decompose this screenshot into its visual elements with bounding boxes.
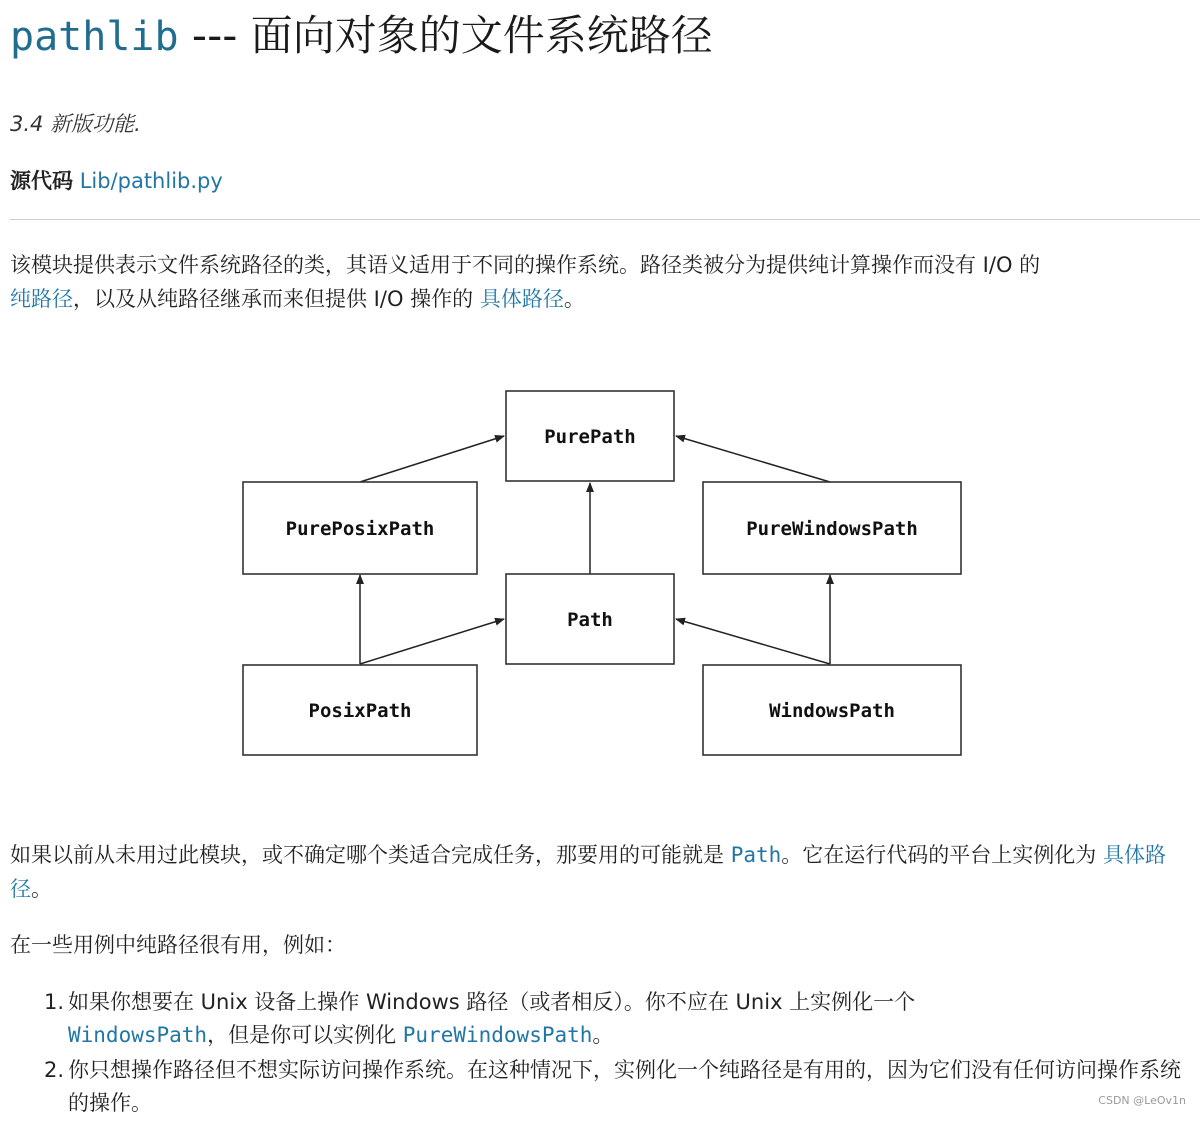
node-path-label: Path — [567, 609, 613, 631]
pure-paths-link[interactable]: 纯路径 — [10, 287, 73, 311]
usage-text-3: 。 — [31, 877, 52, 901]
divider — [10, 219, 1200, 220]
page-title — [10, 6, 713, 67]
intro-text-2: ，以及从纯路径继承而来但提供 I/O 操作的 — [73, 287, 474, 311]
windowspath-link[interactable]: WindowsPath — [68, 1023, 208, 1047]
list-item — [0, 1054, 1193, 1120]
title-separator: --- — [178, 11, 251, 60]
module-name: pathlib — [10, 14, 179, 60]
edge-pureposixpath-purepath — [360, 436, 504, 482]
purewindowspath-link[interactable]: PureWindowsPath — [402, 1023, 593, 1047]
use-case-list — [0, 986, 1200, 1122]
concrete-paths-link[interactable]: 具体路径 — [479, 287, 564, 311]
node-path — [506, 574, 674, 664]
node-purewindowspath-label: PureWindowsPath — [746, 518, 918, 540]
list-item-text: 如果你想要在 Unix 设备上操作 Windows 路径（或者相反）。你不应在 Unix 上实例化一个 — [68, 990, 916, 1014]
usage-text-2: 。它在运行代码的平台上实例化为 — [781, 843, 1097, 867]
edge-posixpath-path — [360, 619, 504, 664]
edge-windowspath-path — [676, 619, 830, 664]
title-text: 面向对象的文件系统路径 — [250, 11, 713, 60]
list-item-number: 2. — [44, 1058, 65, 1082]
node-windowspath — [703, 665, 961, 755]
version-note: 3.4 新版功能. — [10, 112, 141, 136]
class-inheritance-diagram — [0, 380, 1200, 780]
list-item-number: 1. — [44, 990, 65, 1014]
concrete-paths-link-2[interactable]: 具体路径 — [10, 843, 1166, 901]
source-label: 源代码 — [10, 169, 73, 193]
edge-purewindowspath-purepath — [676, 436, 830, 482]
node-pureposixpath — [243, 482, 477, 574]
node-pureposixpath-label: PurePosixPath — [285, 518, 435, 540]
list-item — [0, 986, 1193, 1052]
watermark: CSDN @LeOv1n — [1098, 1094, 1186, 1107]
usage-paragraph — [10, 838, 1195, 906]
source-line — [10, 165, 223, 195]
pure-paths-use-cases-intro: 在一些用例中纯路径很有用，例如： — [10, 933, 346, 957]
path-class-link[interactable]: Path — [730, 843, 782, 867]
node-purewindowspath — [703, 482, 961, 574]
intro-paragraph — [10, 248, 1195, 316]
usage-text-1: 如果以前从未用过此模块，或不确定哪个类适合完成任务，那要用的可能就是 — [10, 843, 724, 867]
list-item-text: 你只想操作路径但不想实际访问操作系统。在这种情况下，实例化一个纯路径是有用的，因为它们没有任何访问操作系统的操作。 — [68, 1058, 1181, 1115]
list-item-text: ，但是你可以实例化 — [207, 1023, 397, 1047]
node-posixpath — [243, 665, 477, 755]
intro-text-3: 。 — [563, 287, 585, 311]
source-link[interactable]: Lib/pathlib.py — [79, 169, 223, 193]
intro-text-1: 该模块提供表示文件系统路径的类，其语义适用于不同的操作系统。路径类被分为提供纯计算操作而没有 I/O 的 — [10, 253, 1041, 277]
node-purepath-label: PurePath — [544, 426, 636, 448]
list-item-text: 。 — [592, 1023, 614, 1047]
node-windowspath-label: WindowsPath — [769, 700, 895, 722]
node-posixpath-label: PosixPath — [308, 700, 412, 722]
node-purepath — [506, 391, 674, 481]
